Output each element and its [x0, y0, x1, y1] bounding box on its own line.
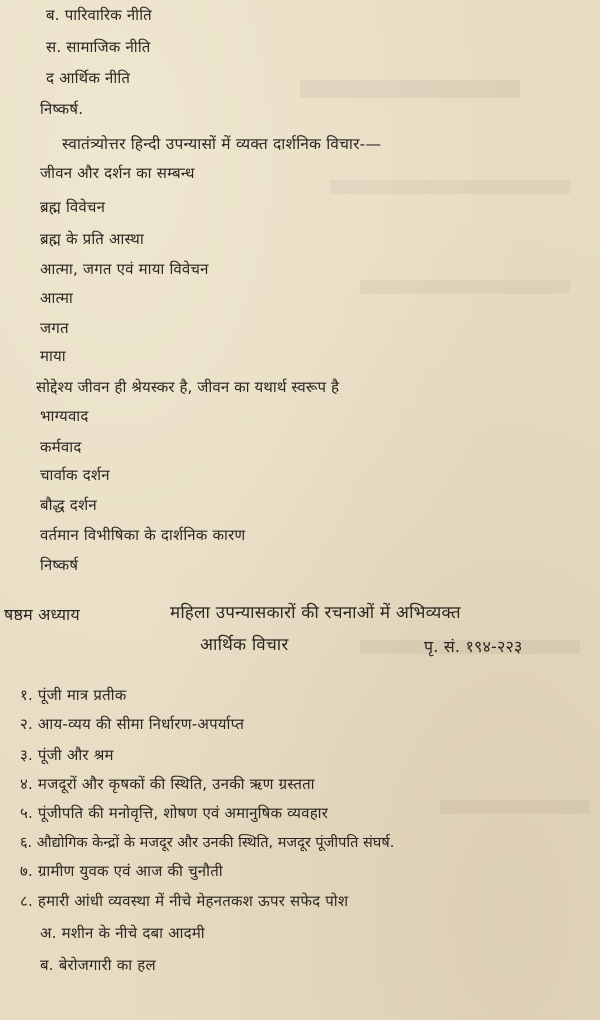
list-item: निष्कर्ष [40, 556, 79, 574]
list-item: ब. पारिवारिक नीति [46, 6, 152, 24]
list-item: ब. बेरोजगारी का हल [40, 956, 156, 974]
list-item: ब्रह्म विवेचन [40, 198, 106, 216]
list-item: जगत [40, 319, 69, 337]
list-item: अ. मशीन के नीचे दबा आदमी [40, 924, 205, 942]
section-heading: स्वातंत्र्योत्तर हिन्दी उपन्यासों में व्यक्त दार्शनिक विचार-— [62, 135, 382, 153]
list-item: चार्वाक दर्शन [40, 466, 110, 484]
list-item: ४. मजदूरों और कृषकों की स्थिति, उनकी ऋण ग्रस्तता [20, 775, 315, 793]
list-item: ब्रह्म के प्रति आस्था [40, 230, 144, 248]
list-item: २. आय-व्यय की सीमा निर्धारण-अपर्याप्त [20, 715, 245, 733]
show-through-block [360, 280, 570, 294]
list-item: जीवन और दर्शन का सम्बन्ध [40, 164, 195, 182]
list-item: द आर्थिक नीति [46, 69, 131, 87]
chapter-subtitle: आर्थिक विचार [200, 635, 289, 655]
list-item: सोद्देश्य जीवन ही श्रेयस्कर है, जीवन का यथार्थ स्वरूप है [36, 378, 340, 396]
show-through-block [440, 800, 590, 814]
list-item: ७. ग्रामीण युवक एवं आज की चुनौती [20, 862, 223, 880]
list-item: भाग्यवाद [40, 407, 89, 425]
list-item: निष्कर्ष. [40, 100, 84, 118]
list-item: ५. पूंजीपति की मनोवृत्ति, शोषण एवं अमानुषिक व्यवहार [20, 804, 329, 822]
chapter-title: महिला उपन्यासकारों की रचनाओं में अभिव्यक्त [170, 603, 461, 623]
chapter-label: षष्ठम अध्याय [4, 605, 80, 624]
list-item: ३. पूंजी और श्रम [20, 746, 114, 764]
page-range: पृ. सं. १९४-२२३ [424, 637, 523, 656]
list-item: स. सामाजिक नीति [46, 38, 151, 56]
list-item: वर्तमान विभीषिका के दार्शनिक कारण [40, 526, 246, 544]
list-item: माया [40, 347, 66, 365]
show-through-block [300, 80, 520, 98]
show-through-block [330, 180, 570, 194]
list-item: ६. औद्योगिक केन्द्रों के मजदूर और उनकी स्थिति, मजदूर पूंजीपति संघर्ष. [20, 835, 395, 851]
list-item: ८. हमारी आंधी व्यवस्था में नीचे मेहनतकश ऊपर सफेद पोश [20, 892, 349, 910]
list-item: आत्मा, जगत एवं माया विवेचन [40, 260, 209, 278]
list-item: कर्मवाद [40, 438, 82, 456]
list-item: आत्मा [40, 289, 74, 307]
list-item: १. पूंजी मात्र प्रतीक [20, 686, 127, 704]
list-item: बौद्ध दर्शन [40, 496, 97, 514]
